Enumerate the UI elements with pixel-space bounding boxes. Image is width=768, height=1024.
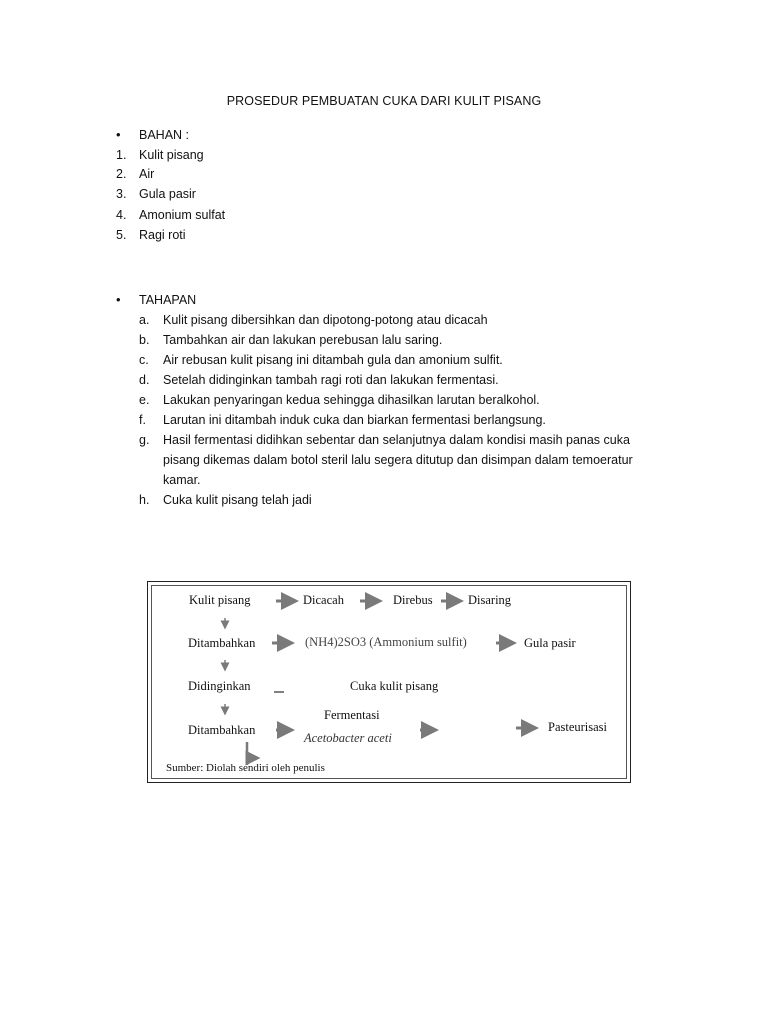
step-marker: d. bbox=[139, 373, 150, 387]
diagram-source: Sumber: Diolah sendiri oleh penulis bbox=[166, 762, 325, 774]
step-text: Larutan ini ditambah induk cuka dan biarkan fermentasi berlangsung. bbox=[163, 413, 546, 427]
node-gula-pasir: Gula pasir bbox=[524, 636, 576, 650]
node-cuka-kulit-pisang: Cuka kulit pisang bbox=[350, 679, 439, 693]
step-marker: a. bbox=[139, 313, 150, 327]
node-disaring: Disaring bbox=[468, 593, 512, 607]
list-marker: 3. bbox=[116, 187, 127, 201]
list-marker: 1. bbox=[116, 148, 127, 162]
node-pasteurisasi: Pasteurisasi bbox=[548, 720, 608, 734]
step-marker: h. bbox=[139, 493, 150, 507]
node-dicacah: Dicacah bbox=[303, 593, 344, 607]
step-text: Lakukan penyaringan kedua sehingga dihasilkan larutan beralkohol. bbox=[163, 393, 540, 407]
step-text: Air rebusan kulit pisang ini ditambah gula dan amonium sulfit. bbox=[163, 353, 503, 367]
list-item: Gula pasir bbox=[139, 187, 196, 201]
list-marker: 5. bbox=[116, 228, 127, 242]
bahan-heading: BAHAN : bbox=[139, 128, 190, 142]
step-marker: f. bbox=[139, 413, 146, 427]
node-ditambahkan-2: Ditambahkan bbox=[188, 723, 256, 737]
bahan-bullet: • bbox=[116, 127, 121, 142]
list-marker: 2. bbox=[116, 167, 127, 181]
node-direbus: Direbus bbox=[393, 593, 433, 607]
node-acetobacter: Acetobacter aceti bbox=[304, 731, 392, 745]
step-marker: e. bbox=[139, 393, 150, 407]
list-marker: 4. bbox=[116, 208, 127, 222]
node-ammonium-sulfit: (NH4)2SO3 (Ammonium sulfit) bbox=[305, 635, 467, 649]
list-item: Kulit pisang bbox=[139, 148, 204, 162]
flow-diagram bbox=[147, 581, 631, 783]
step-text: pisang dikemas dalam botol steril lalu segera ditutup dan disimpan dalam temoeratur bbox=[163, 453, 633, 467]
node-kulit-pisang: Kulit pisang bbox=[189, 593, 251, 607]
list-item: Amonium sulfat bbox=[139, 208, 226, 222]
node-fermentasi: Fermentasi bbox=[324, 708, 380, 722]
page-title: PROSEDUR PEMBUATAN CUKA DARI KULIT PISANG bbox=[226, 94, 542, 108]
step-text: Hasil fermentasi didihkan sebentar dan selanjutnya dalam kondisi masih panas cuka bbox=[163, 433, 630, 447]
tahapan-heading: TAHAPAN bbox=[139, 293, 197, 307]
step-marker: g. bbox=[139, 433, 150, 447]
step-text: Setelah didinginkan tambah ragi roti dan lakukan fermentasi. bbox=[163, 373, 499, 387]
step-text: Cuka kulit pisang telah jadi bbox=[163, 493, 312, 507]
list-item: Air bbox=[139, 167, 155, 181]
list-item: Ragi roti bbox=[139, 228, 186, 242]
step-text: kamar. bbox=[163, 473, 201, 487]
step-marker: c. bbox=[139, 353, 149, 367]
step-marker: b. bbox=[139, 333, 150, 347]
step-text: Tambahkan air dan lakukan perebusan lalu saring. bbox=[163, 333, 443, 347]
node-ditambahkan-1: Ditambahkan bbox=[188, 636, 256, 650]
tahapan-bullet: • bbox=[116, 292, 121, 307]
node-didinginkan: Didinginkan bbox=[188, 679, 251, 693]
step-text: Kulit pisang dibersihkan dan dipotong-potong atau dicacah bbox=[163, 313, 488, 327]
